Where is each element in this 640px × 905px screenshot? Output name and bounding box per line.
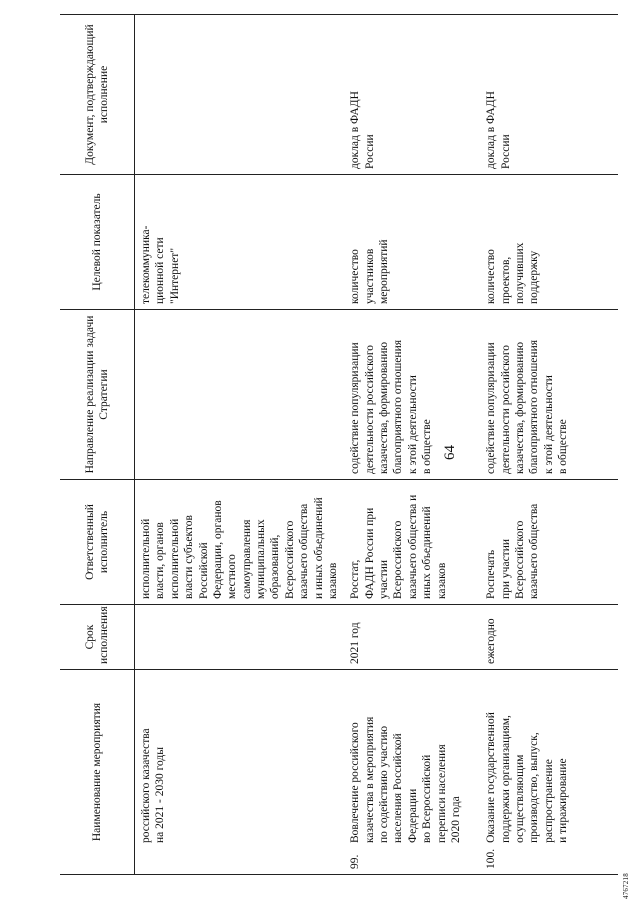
page-number: 64	[442, 445, 458, 460]
direction-cell: содействие популяризации деятельности российского казачества, формированию благоприятного отношения к этой деятельности в обществе	[480, 310, 618, 480]
activity-name-cell	[344, 670, 480, 875]
executor-cell: Росстат, ФАДН России при участии Всероссийского казачьего общества и иных объединений казаков	[344, 480, 480, 605]
indicator-cell: количество участников мероприятий	[344, 175, 480, 310]
header-direction: Направление реализации задачи Стратегии	[60, 310, 135, 480]
document-cell: доклад в ФАДН России	[344, 15, 480, 175]
table-header-row	[60, 15, 135, 875]
activity-name: Оказание государственной поддержки организациям, осуществляющим производство, выпуск, распространение и тиражирование	[485, 712, 570, 843]
deadline-cell	[135, 605, 345, 670]
table-row	[135, 15, 345, 875]
document-cell: доклад в ФАДН России	[480, 15, 618, 175]
activity-name-cell	[135, 670, 345, 875]
direction-cell	[135, 310, 345, 480]
direction-cell: содействие популяризации деятельности российского казачества, формированию благоприятного отношения к этой деятельности в обществе	[344, 310, 480, 480]
row-number: 100.	[485, 848, 498, 869]
row-number: 99.	[349, 854, 362, 869]
header-executor: Ответственный исполнитель	[60, 480, 135, 605]
header-deadline: Срок исполнения	[60, 605, 135, 670]
indicator-cell: телекоммуника- ционной сети "Интернет"	[135, 175, 345, 310]
activity-name: Вовлечение российского казачества в мероприятия по содействию участию населения Российской Федерации во Всероссийской переписи населения 2020 года	[349, 716, 462, 843]
header-indicator: Целевой показатель	[60, 175, 135, 310]
deadline-cell: 2021 год	[344, 605, 480, 670]
activity-name-cell	[480, 670, 618, 875]
executor-cell: Роспечать при участии Всероссийского казачьего общества	[480, 480, 618, 605]
header-activity-name: Наименование мероприятия	[60, 670, 135, 875]
row-number	[139, 849, 168, 869]
activity-name: российского казачества на 2021 - 2030 годы	[140, 728, 167, 843]
activities-table	[60, 14, 618, 875]
table-row	[480, 15, 618, 875]
deadline-cell: ежегодно	[480, 605, 618, 670]
header-document: Документ, подтверждающий исполнение	[60, 15, 135, 175]
document-id: 4767218	[622, 873, 630, 899]
document-cell	[135, 15, 345, 175]
executor-cell: исполнительной власти, органов исполнительной власти субъектов Российской Федерации, органов местного самоуправления муниципальных образований, Всероссийского казачьего общества и иных объединений казаков	[135, 480, 345, 605]
indicator-cell: количество проектов, получивших поддержку	[480, 175, 618, 310]
table-row	[344, 15, 480, 875]
